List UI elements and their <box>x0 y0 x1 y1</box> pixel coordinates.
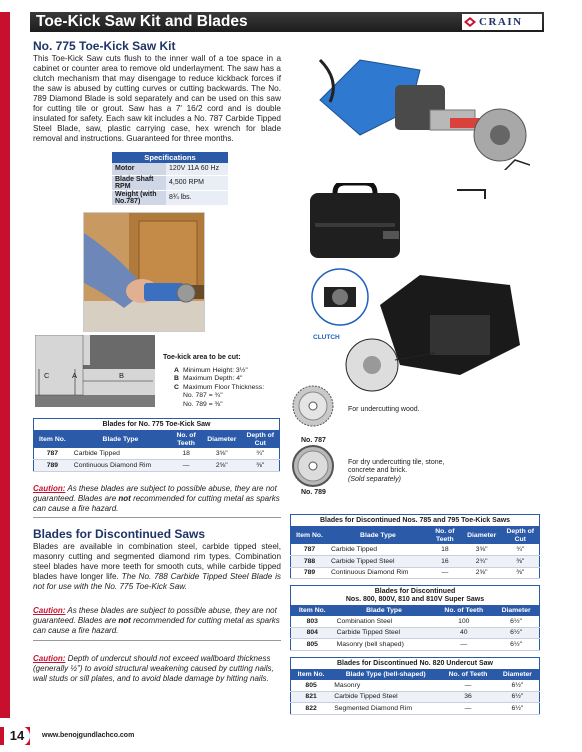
column-header: Item No. <box>291 606 334 616</box>
table-row: 787 Carbide Tipped 18 3⅝" ¾" <box>34 448 280 460</box>
blade-789-number: No. 789 <box>301 489 326 496</box>
table-caption: Blades for No. 775 Toe-Kick Saw <box>34 419 280 431</box>
column-header: Item No. <box>291 527 328 545</box>
table-row: 805 Masonry (bell shaped) — 6½" <box>291 639 540 651</box>
blades-775-table <box>33 418 280 472</box>
table-row: 803 Combination Steel 100 6½" <box>291 616 540 628</box>
list-item: A Minimum Height: 3½" <box>174 367 248 374</box>
column-header: Diameter <box>462 527 502 545</box>
column-header: Blade Type (bell-shaped) <box>331 670 440 680</box>
list-item: B Maximum Depth: 4" <box>174 375 243 383</box>
spec-key: Weight (with No.787) <box>112 190 166 205</box>
list-item: No. 789 = ⅜" <box>183 400 223 408</box>
carrying-case-image <box>305 183 405 263</box>
spec-value: 120V 11A 60 Hz <box>166 163 228 175</box>
list-item: No. 787 = ¾" <box>183 392 223 400</box>
column-header: No. of Teeth <box>170 431 202 449</box>
hex-wrench-image <box>455 187 490 202</box>
column-header: Diameter <box>496 670 540 680</box>
table-row: 789 Continuous Diamond Rim — 2⅝" ⅜" <box>34 460 280 472</box>
column-header: Depth of Cut <box>242 431 280 449</box>
column-header: No. of Teeth <box>428 527 462 545</box>
column-header: No. of Teeth <box>434 606 493 616</box>
column-header: Blade Type <box>334 606 435 616</box>
column-header: Depth of Cut <box>502 527 540 545</box>
spec-value: 4,500 RPM <box>166 175 228 190</box>
column-header: Item No. <box>34 431 71 449</box>
table-caption: Blades for Discontinued No. 820 Undercut Saw <box>291 658 540 670</box>
toe-kick-area-diagram <box>35 335 155 407</box>
table-row: 822 Segmented Diamond Rim — 6½" <box>291 703 540 715</box>
discontinued-description: Blades are available in combination steel, carbide tipped steel, masonry cutting and segmented diamond rim types. Combination steel blades have more teeth for smooth cuts, while carbide tipped blades have longer life. The No. 788 Carbide Tipped Steel Blade is not for use with the No. 775 Toe-Kick Saw. <box>33 542 281 591</box>
blade-789-caption: For dry undercutting tile, stone, concrete and brick. (Sold separately) <box>348 459 445 483</box>
page-number: 14 <box>4 726 30 746</box>
blade-787-image <box>291 384 335 428</box>
logo-text: CRAIN <box>479 16 523 28</box>
toe-kick-area-list <box>174 367 264 409</box>
caution-note-1: Caution: As these blades are subject to possible abuse, they are not guaranteed. Blades are not recommended for cutting metal as sparks can cause a fire hazard. <box>33 484 280 513</box>
spec-key: Motor <box>112 163 166 175</box>
column-header: Blade Type <box>328 527 428 545</box>
column-header: Diameter <box>493 606 539 616</box>
table-row: 787 Carbide Tipped 18 3⅝" ¾" <box>291 544 540 556</box>
left-red-bar <box>0 12 10 718</box>
column-header: Blade Type <box>71 431 170 449</box>
footer-url[interactable]: www.benojgundlachco.com <box>42 732 135 739</box>
diagram-label-c: C <box>44 371 50 380</box>
column-header: No. of Teeth <box>440 670 496 680</box>
table-row: 788 Carbide Tipped Steel 16 2¾" ⅜" <box>291 556 540 568</box>
diagram-label-a: A <box>72 371 78 380</box>
toe-kick-saw-image <box>300 40 530 170</box>
section-title-saw-kit: No. 775 Toe-Kick Saw Kit <box>33 39 176 53</box>
saw-kit-description: This Toe-Kick Saw cuts flush to the inner wall of a toe space in a cabinet or counter area to remove old underlayment. The saw has a clutch mechanism that may disengage to reduce kickback forces if the saw is abused by cutting curves or cutting backwards. The No. 789 Diamond Blade is sold separately and can be used on this saw for cutting tile or grout. Saw has a 7' 16/2 cord and is double insulated for safety. Each saw kit includes a No. 787 Carbide Tipped Steel Blade, saw, plastic carrying case, hex wrench for blade removal and instructions. Guaranteed for three months. <box>33 54 281 143</box>
column-header: Diameter <box>202 431 241 449</box>
table-caption: Blades for Discontinued Nos. 785 and 795 Toe-Kick Saws <box>291 515 540 527</box>
crain-logo <box>462 14 542 30</box>
blades-785-795-table <box>290 514 540 579</box>
page-title: Toe-Kick Saw Kit and Blades <box>36 13 248 30</box>
divider <box>33 640 281 641</box>
table-row: 804 Carbide Tipped Steel 40 6½" <box>291 627 540 639</box>
clutch-diagram <box>310 265 540 405</box>
list-item: C Maximum Floor Thickness: <box>174 383 265 391</box>
diagram-label-b: B <box>119 371 125 380</box>
divider <box>33 517 281 518</box>
spec-value: 8¾ lbs. <box>166 190 228 205</box>
blade-789-image <box>291 444 335 488</box>
clutch-label: CLUTCH <box>313 334 340 341</box>
blade-787-number: No. 787 <box>301 437 326 444</box>
blades-800-810-table <box>290 585 540 651</box>
table-caption: Blades for Discontinued Nos. 800, 800V, 810 and 810V Super Saws <box>291 586 540 606</box>
section-title-discontinued: Blades for Discontinued Saws <box>33 527 206 541</box>
toe-kick-area-title: Toe-kick area to be cut: <box>163 354 241 361</box>
column-header: Item No. <box>291 670 332 680</box>
crain-logo-icon <box>464 17 476 27</box>
table-row: 789 Continuous Diamond Rim — 2⅝" ⅜" <box>291 567 540 579</box>
blades-820-table <box>290 657 540 715</box>
caution-note-3: Caution: Depth of undercut should not exceed wallboard thickness (generally ½") to avoid structural weakening caused by cutting nails, wall studs or sill plates, and to avoid blade damage by hitting nails. <box>33 654 274 683</box>
caution-note-2: Caution: As these blades are subject to possible abuse, they are not guaranteed. Blades are not recommended for cutting metal as sparks can cause a fire hazard. <box>33 606 280 635</box>
table-row: 805 Masonry — 6½" <box>291 680 540 692</box>
table-row: 821 Carbide Tipped Steel 36 6½" <box>291 691 540 703</box>
spec-key: Blade Shaft RPM <box>112 175 166 190</box>
blade-787-caption: For undercutting wood. <box>348 406 420 413</box>
specifications-table <box>112 152 228 206</box>
specifications-title: Specifications <box>112 152 228 163</box>
saw-in-use-photo <box>83 212 205 332</box>
